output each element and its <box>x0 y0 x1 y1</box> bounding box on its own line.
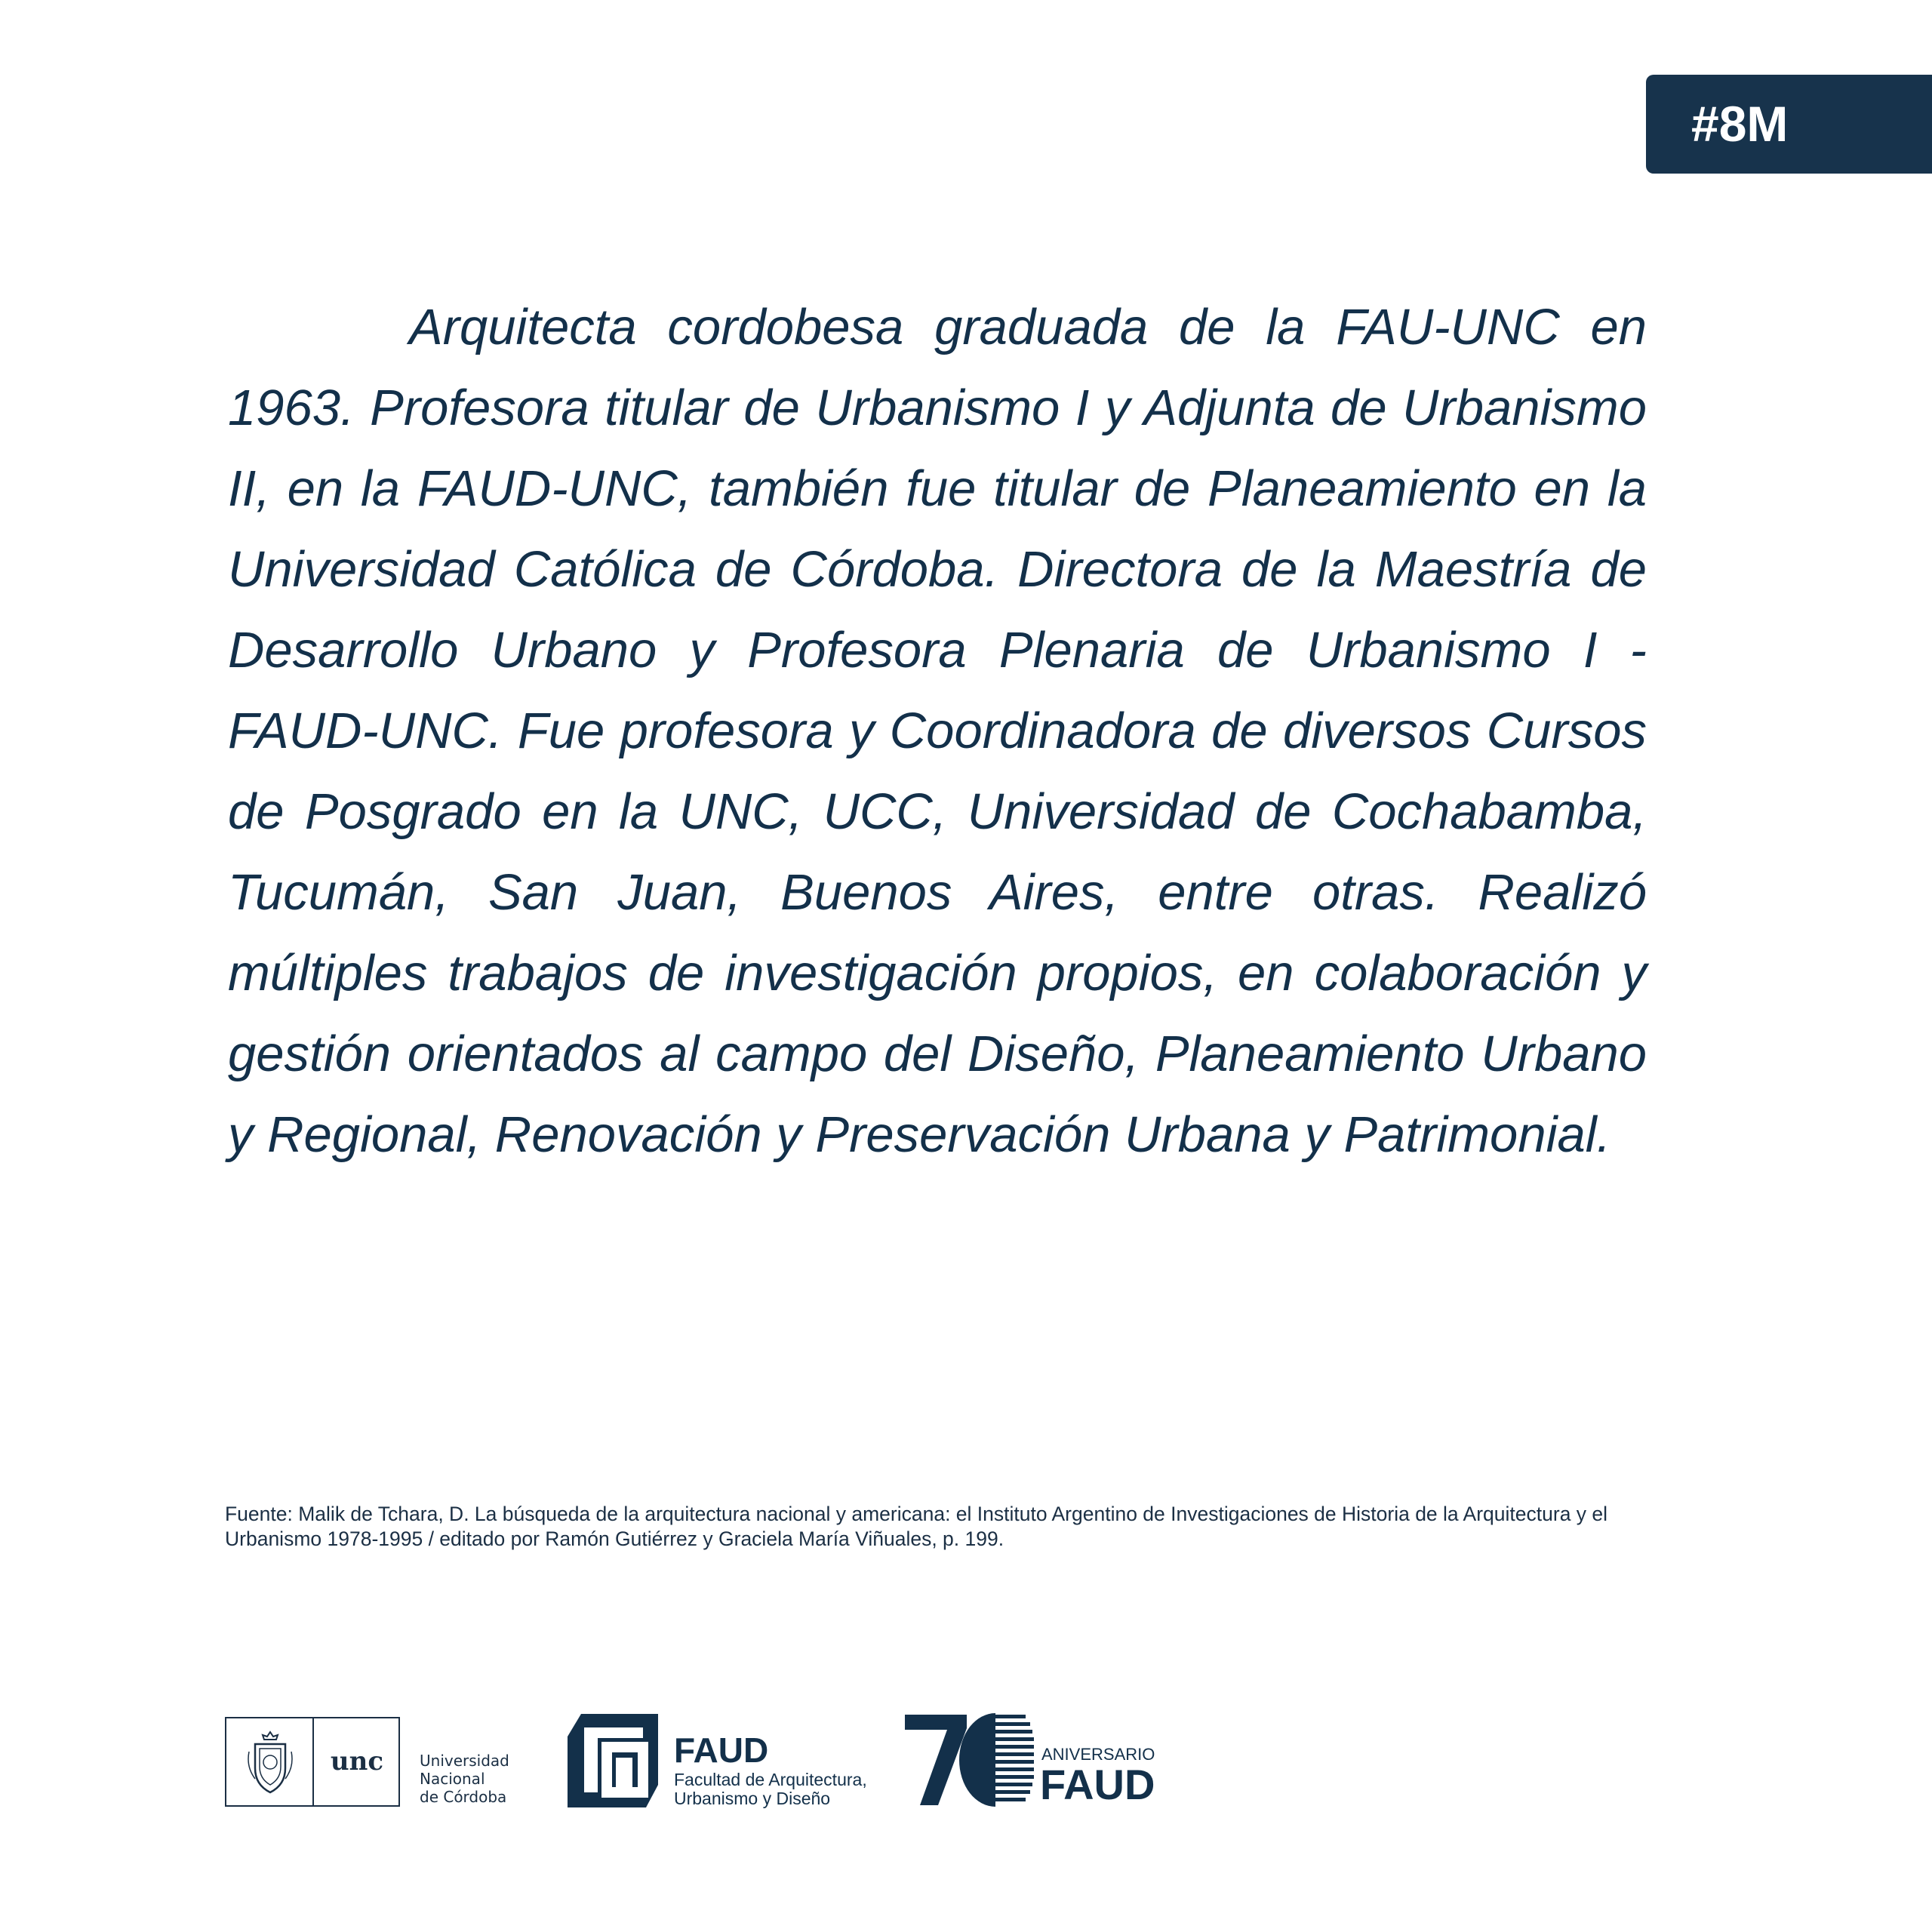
unc-logo <box>225 1717 400 1807</box>
unc-crest-icon <box>245 1729 296 1795</box>
unc-name-line: Universidad <box>420 1752 509 1770</box>
unc-name-line: de Córdoba <box>420 1788 507 1806</box>
biography-text: Arquitecta cordobesa graduada de la FAU-UNC en 1963. Profesora titular de Urbanismo I y Adjunta de Urbanismo II, en la FAUD-UNC, también fue titular de Planeamiento en la Universidad Católica de Córdoba. Directora de la Maestría de Desarrollo Urbano y Profesora Plenaria de Urbanismo I - FAUD-UNC. Fue profesora y Coordinadora de diversos Cursos de Posgrado en la UNC, UCC, Universidad de Cochabamba, Tucumán, San Juan, Buenos Aires, entre otras. Realizó múltiples trabajos de investigación propios, en colaboración y gestión orientados al campo del Diseño, Planeamiento Urbano y Regional, Renovación y Preservación Urbana y Patrimonial. <box>228 299 1647 1163</box>
unc-name-line: Nacional <box>420 1770 485 1788</box>
faud-subtitle-line: Urbanismo y Diseño <box>674 1789 831 1808</box>
unc-abbreviation: unc <box>330 1746 384 1777</box>
faud-title: FAUD <box>674 1730 769 1770</box>
faud-logo-icon <box>568 1714 658 1807</box>
hashtag-badge: #8M <box>1646 75 1932 174</box>
faud-subtitle <box>674 1770 867 1808</box>
anniversary-70-icon <box>902 1712 1034 1808</box>
faud-subtitle-line: Facultad de Arquitectura, <box>674 1770 867 1789</box>
anniversary-faud: FAUD <box>1040 1761 1155 1808</box>
unc-name <box>420 1752 509 1806</box>
source-citation: Fuente: Malik de Tchara, D. La búsqueda de la arquitectura nacional y americana: el Instituto Argentino de Investigaciones de Historia de la Arquitectura y el Urbanismo 1978-1995 / editado por Ramón Gutiérrez y Graciela María Viñuales, p. 199. <box>225 1503 1608 1550</box>
anniversary-label: ANIVERSARIO <box>1041 1745 1155 1764</box>
